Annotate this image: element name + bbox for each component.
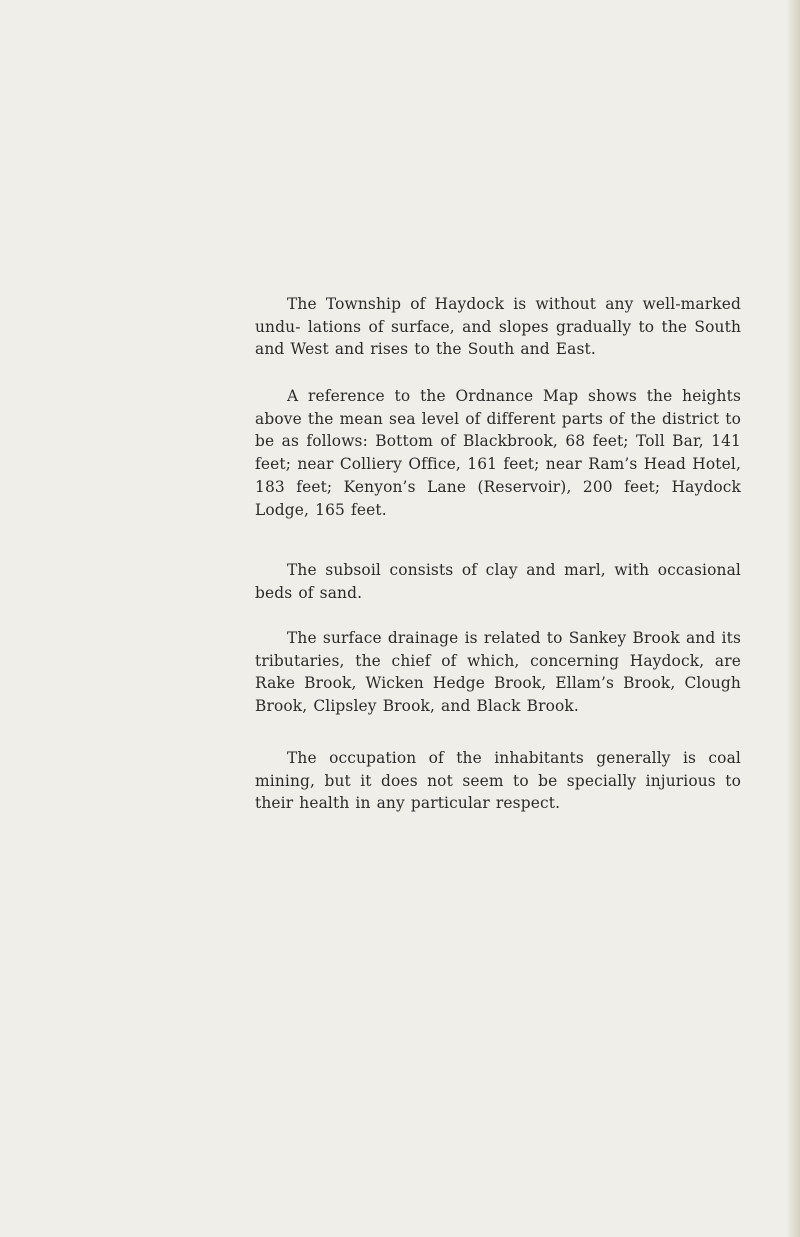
paragraph-drainage: The surface drainage is related to Sankey Brook and its tributaries, the chief of which, concerning Haydock, are Rake Brook, Wicken Hedge Brook, Ellam’s Brook, Clough Brook, Clipsley Brook, and Black Brook. bbox=[255, 629, 741, 716]
page-edge-shadow bbox=[786, 0, 800, 1237]
paragraph-topography: The Township of Haydock is without any well-marked undu- lations of surface, and slopes gradually to the South and West and rises to the South and East. bbox=[255, 295, 741, 359]
paragraph-occupation: The occupation of the inhabitants generally is coal mining, but it does not seem to be specially injurious to their health in any particular respect. bbox=[255, 749, 741, 813]
paragraph-heights: A reference to the Ordnance Map shows the heights above the mean sea level of different parts of the district to be as follows: Bottom of Blackbrook, 68 feet; Toll Bar, 141 feet; near Colliery Office, 161 feet; near Ram’s Head Hotel, 183 feet; Kenyon’s Lane (Reservoir), 200 feet; Haydock Lodge, 165 feet. bbox=[255, 387, 741, 519]
paragraph-subsoil: The subsoil consists of clay and marl, with occasional beds of sand. bbox=[255, 561, 741, 602]
